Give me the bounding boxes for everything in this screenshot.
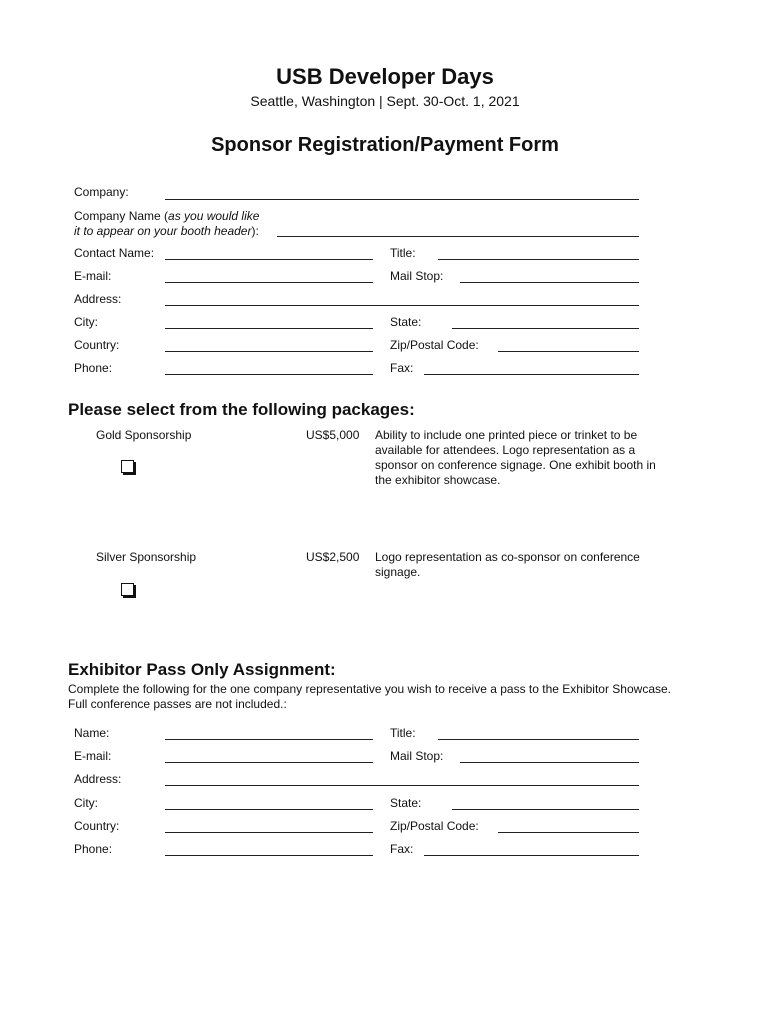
country-field[interactable] [165,351,373,352]
mail-stop-label: Mail Stop: [390,269,444,283]
phone-label: Phone: [74,361,113,375]
zip-label: Zip/Postal Code: [390,338,479,352]
title-field[interactable] [438,259,639,260]
gold-package-name: Gold Sponsorship [96,428,192,442]
event-subtitle: Seattle, Washington | Sept. 30-Oct. 1, 2021 [250,93,520,109]
state-label: State: [390,315,422,329]
email-field[interactable] [165,282,373,283]
exhibitor-address-label: Address: [74,772,122,786]
company-field[interactable] [165,199,639,200]
exhibitor-mail-stop-label: Mail Stop: [390,749,444,763]
exhibitor-country-field[interactable] [165,832,373,833]
contact-name-field[interactable] [165,259,373,260]
fax-field[interactable] [424,374,639,375]
mail-stop-field[interactable] [460,282,639,283]
silver-package-name: Silver Sponsorship [96,550,197,564]
exhibitor-email-field[interactable] [165,762,373,763]
gold-package-description: Ability to include one printed piece or trinket to be available for attendees. Logo representation as a sponsor on conference signage. One exhibit booth in the exhibitor showcase. [375,428,656,487]
exhibitor-phone-label: Phone: [74,842,113,856]
exhibitor-email-label: E-mail: [74,749,112,763]
gold-package-price: US$5,000 [306,428,360,442]
city-label: City: [74,315,98,329]
exhibitor-phone-field[interactable] [165,855,373,856]
exhibitor-instructions: Complete the following for the one company representative you wish to receive a pass to the Exhibitor Showcase. Full conference passes are not included.: [68,682,671,711]
exhibitor-city-label: City: [74,796,98,810]
exhibitor-address-field[interactable] [165,785,639,786]
contact-name-label: Contact Name: [74,246,155,260]
exhibitor-title-label: Title: [390,726,416,740]
exhibitor-state-field[interactable] [452,809,639,810]
exhibitor-mail-stop-field[interactable] [460,762,639,763]
packages-heading: Please select from the following packages: [68,400,415,419]
state-field[interactable] [452,328,639,329]
company-name-field[interactable] [277,236,639,237]
page-title: USB Developer Days [276,64,494,89]
exhibitor-zip-label: Zip/Postal Code: [390,819,479,833]
form-title: Sponsor Registration/Payment Form [211,134,559,156]
exhibitor-fax-field[interactable] [424,855,639,856]
exhibitor-heading: Exhibitor Pass Only Assignment: [68,660,336,679]
phone-field[interactable] [165,374,373,375]
silver-package-price: US$2,500 [306,550,360,564]
exhibitor-country-label: Country: [74,819,120,833]
title-label: Title: [390,246,416,260]
zip-field[interactable] [498,351,639,352]
silver-package-checkbox[interactable] [121,583,134,596]
gold-package-checkbox[interactable] [121,460,134,473]
company-name-label: Company Name (as you would like it to appear on your booth header): [74,209,260,238]
exhibitor-name-label: Name: [74,726,110,740]
exhibitor-title-field[interactable] [438,739,639,740]
company-label: Company: [74,185,129,199]
exhibitor-city-field[interactable] [165,809,373,810]
email-label: E-mail: [74,269,112,283]
country-label: Country: [74,338,120,352]
exhibitor-zip-field[interactable] [498,832,639,833]
address-label: Address: [74,292,122,306]
exhibitor-name-field[interactable] [165,739,373,740]
exhibitor-state-label: State: [390,796,422,810]
silver-package-description: Logo representation as co-sponsor on conference signage. [375,550,640,579]
address-field[interactable] [165,305,639,306]
fax-label: Fax: [390,361,414,375]
city-field[interactable] [165,328,373,329]
exhibitor-fax-label: Fax: [390,842,414,856]
